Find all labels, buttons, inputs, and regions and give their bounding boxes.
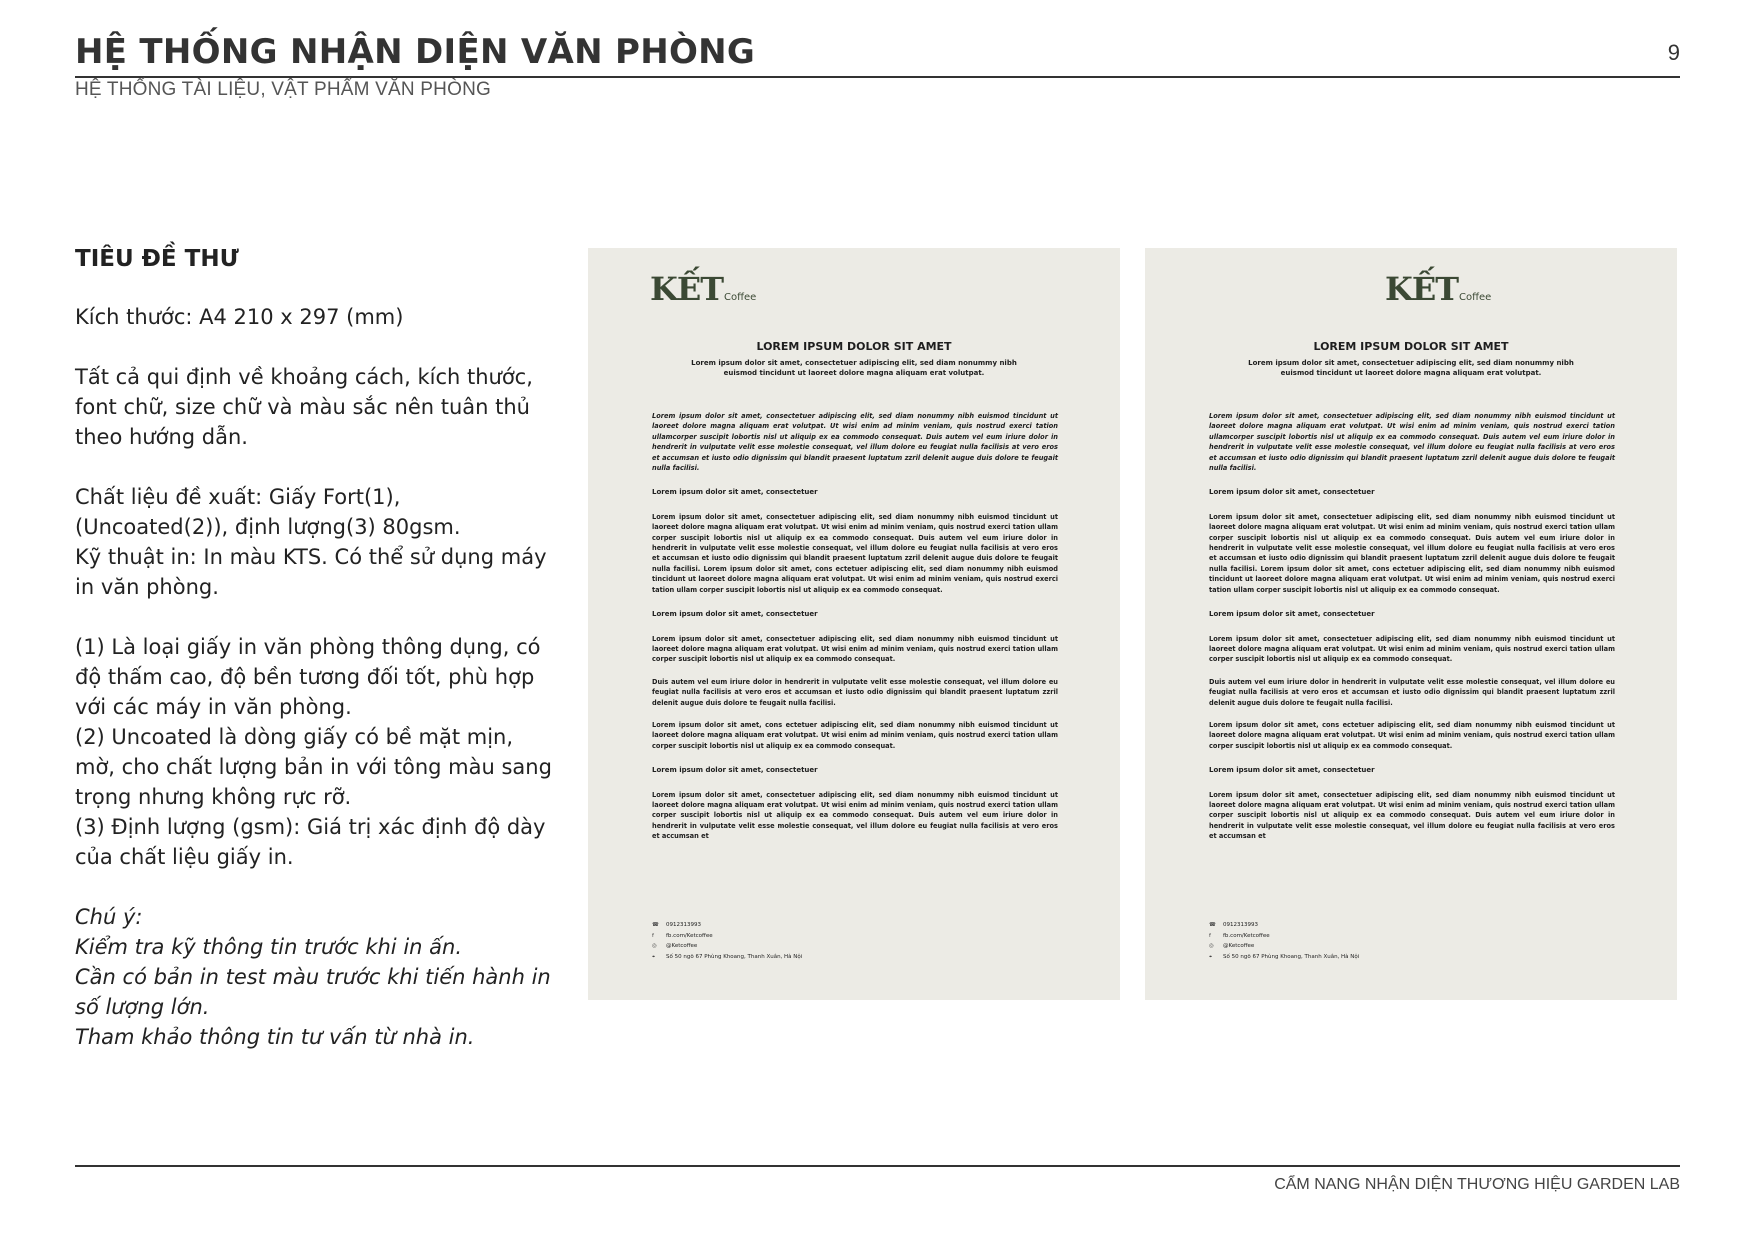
contact-instagram: @Ketcoffee <box>666 943 698 949</box>
facebook-icon: f <box>652 932 654 939</box>
contact-block <box>652 920 802 962</box>
page-number: 9 <box>1667 40 1680 65</box>
letter-section-heading: Lorem ipsum dolor sit amet, consectetuer <box>1209 488 1375 497</box>
footnote-3: (3) Định lượng (gsm): Giá trị xác định độ dày của chất liệu giấy in. <box>75 815 546 869</box>
page-header <box>75 30 1680 74</box>
material-text: Chất liệu đề xuất: Giấy Fort(1), (Uncoated(2)), định lượng(3) 80gsm. <box>75 485 461 539</box>
logo-subtext: Coffee <box>1459 292 1492 303</box>
facebook-icon: f <box>1209 932 1211 939</box>
footnotes <box>75 632 555 872</box>
phone-icon: ☎ <box>1209 922 1216 928</box>
letter-paragraph: Lorem ipsum dolor sit amet, consectetuer adipiscing elit, sed diam nonummy nibh euismod tincidunt ut laoreet dolore magna aliquam erat volutpat. Ut wisi enim ad minim veniam, quis nostrud exerci tation ullam corper suscipit lobortis nisl ut aliquip ex ea commodo consequat. Duis autem vel eum iriure dolor in hendrerit in vulputate velit esse molestie consequat, vel illum dolore eu feugiat nulla facilisis at vero eros et accumsan et iusto odio dignissim qui blandit praesent luptatum zzril delenit augue duis dolore te feugait nulla facilisi. Lorem ipsum dolor sit amet, cons ectetuer adipiscing elit, sed diam nonummy nibh euismod tincidunt ut laoreet dolore magna aliquam erat volutpat. Ut wisi enim ad minim veniam, quis nostrud exerci tation ullam corper suscipit lobortis nisl ut aliquip ex ea commodo consequat. <box>652 512 1058 594</box>
letter-body <box>1209 411 1615 842</box>
letter-paragraph: Lorem ipsum dolor sit amet, consectetuer adipiscing elit, sed diam nonummy nibh euismod tincidunt ut laoreet dolore magna aliquam erat volutpat. Ut wisi enim ad minim veniam, quis nostrud exerci tation ullam corper suscipit lobortis nisl ut aliquip ex ea commodo consequat. <box>1209 634 1615 664</box>
letter-paragraph: Lorem ipsum dolor sit amet, cons ectetuer adipiscing elit, sed diam nonummy nibh euismod tincidunt ut laoreet dolore magna aliquam erat volutpat. Ut wisi enim ad minim veniam, quis nostrud exerci tation ullam corper suscipit lobortis nisl ut aliquip ex ea commodo consequat. <box>1209 720 1615 750</box>
page-subtitle: HỆ THỐNG TÀI LIỆU, VẬT PHẨM VĂN PHÒNG <box>75 79 491 100</box>
caution-item: Tham khảo thông tin tư vấn từ nhà in. <box>75 1025 475 1049</box>
material-spec <box>75 482 555 602</box>
letter-paragraph: Duis autem vel eum iriure dolor in hendrerit in vulputate velit esse molestie consequat, vel illum dolore eu feugiat nulla facilisis at vero eros et accumsan et iusto odio dignissim qui blandit praesent luptatum zzril delenit augue duis dolore te feugait nulla facilisi. <box>652 677 1058 707</box>
brand-logo <box>1385 270 1491 308</box>
size-spec: Kích thước: A4 210 x 297 (mm) <box>75 305 404 329</box>
caution-title: Chú ý: <box>75 905 143 929</box>
print-technique-text: Kỹ thuật in: In màu KTS. Có thể sử dụng máy in văn phòng. <box>75 545 547 599</box>
contact-block <box>1209 920 1359 962</box>
caution-item: Cần có bản in test màu trước khi tiến hành in số lượng lớn. <box>75 965 551 1019</box>
letter-subtitle: Lorem ipsum dolor sit amet, consectetuer adipiscing elit, sed diam nonummy nibh euismod tincidunt ut laoreet dolore magna aliquam erat volutpat. <box>691 359 1017 377</box>
section-heading: TIÊU ĐỀ THƯ <box>75 246 239 272</box>
letter-paragraph: Lorem ipsum dolor sit amet, consectetuer adipiscing elit, sed diam nonummy nibh euismod tincidunt ut laoreet dolore magna aliquam erat volutpat. Ut wisi enim ad minim veniam, quis nostrud exerci tation ullam corper suscipit lobortis nisl ut aliquip ex ea commodo consequat. Duis autem vel eum iriure dolor in hendrerit in vulputate velit esse molestie consequat, vel illum dolore eu feugiat nulla facilisis at vero eros et accumsan et <box>652 790 1058 841</box>
caution-item: Kiểm tra kỹ thông tin trước khi in ấn. <box>75 935 462 959</box>
caution-block <box>75 902 555 1052</box>
logo-text: KẾT <box>650 270 724 308</box>
footnote-1: (1) Là loại giấy in văn phòng thông dụng, có độ thấm cao, độ bền tương đối tốt, phù hợp với các máy in văn phòng. <box>75 635 541 719</box>
contact-address: Số 50 ngõ 67 Phùng Khoang, Thanh Xuân, Hà Nội <box>666 953 803 960</box>
logo-subtext: Coffee <box>724 292 757 303</box>
letter-paragraph: Lorem ipsum dolor sit amet, consectetuer adipiscing elit, sed diam nonummy nibh euismod tincidunt ut laoreet dolore magna aliquam erat volutpat. Ut wisi enim ad minim veniam, quis nostrud exerci tation ullam corper suscipit lobortis nisl ut aliquip ex ea commodo consequat. <box>652 634 1058 664</box>
header-divider <box>75 76 1680 78</box>
letter-paragraph: Lorem ipsum dolor sit amet, cons ectetuer adipiscing elit, sed diam nonummy nibh euismod tincidunt ut laoreet dolore magna aliquam erat volutpat. Ut wisi enim ad minim veniam, quis nostrud exerci tation ullam corper suscipit lobortis nisl ut aliquip ex ea commodo consequat. <box>652 720 1058 750</box>
letter-title: LOREM IPSUM DOLOR SIT AMET <box>1313 340 1509 353</box>
letter-paragraph: Lorem ipsum dolor sit amet, consectetuer adipiscing elit, sed diam nonummy nibh euismod tincidunt ut laoreet dolore magna aliquam erat volutpat. Ut wisi enim ad minim veniam, quis nostrud exerci tation ullam corper suscipit lobortis nisl ut aliquip ex ea commodo consequat. Duis autem vel eum iriure dolor in hendrerit in vulputate velit esse molestie consequat, vel illum dolore eu feugiat nulla facilisis at vero eros et accumsan et iusto odio dignissim qui blandit praesent luptatum zzril delenit augue duis dolore te feugait nulla facilisi. Lorem ipsum dolor sit amet, cons ectetuer adipiscing elit, sed diam nonummy nibh euismod tincidunt ut laoreet dolore magna aliquam erat volutpat. Ut wisi enim ad minim veniam, quis nostrud exerci tation ullam corper suscipit lobortis nisl ut aliquip ex ea commodo consequat. <box>1209 512 1615 594</box>
spec-panel <box>75 244 555 1052</box>
brand-logo <box>650 270 756 308</box>
instagram-icon: ◎ <box>1209 943 1214 949</box>
contact-phone: 0912313993 <box>666 922 701 928</box>
location-pin-icon: ⌖ <box>652 953 656 960</box>
footer-divider <box>75 1165 1680 1167</box>
letter-paragraph: Lorem ipsum dolor sit amet, consectetuer adipiscing elit, sed diam nonummy nibh euismod tincidunt ut laoreet dolore magna aliquam erat volutpat. Ut wisi enim ad minim veniam, quis nostrud exerci tation ullam corper suscipit lobortis nisl ut aliquip ex ea commodo consequat. Duis autem vel eum iriure dolor in hendrerit in vulputate velit esse molestie consequat, vel illum dolore eu feugiat nulla facilisis at vero eros et accumsan et <box>1209 790 1615 841</box>
letter-section-heading: Lorem ipsum dolor sit amet, consectetuer <box>652 766 818 775</box>
letter-body <box>652 411 1058 842</box>
rules-text: Tất cả qui định về khoảng cách, kích thước, font chữ, size chữ và màu sắc nên tuân thủ theo hướng dẫn. <box>75 365 533 449</box>
letter-subtitle: Lorem ipsum dolor sit amet, consectetuer adipiscing elit, sed diam nonummy nibh euismod tincidunt ut laoreet dolore magna aliquam erat volutpat. <box>1248 359 1574 377</box>
contact-phone: 0912313993 <box>1223 922 1258 928</box>
letter-title: LOREM IPSUM DOLOR SIT AMET <box>756 340 952 353</box>
letterhead-preview-left <box>588 248 1120 1000</box>
location-pin-icon: ⌖ <box>1209 953 1213 960</box>
letter-intro: Lorem ipsum dolor sit amet, consectetuer adipiscing elit, sed diam nonummy nibh euismod tincidunt ut laoreet dolore magna aliquam erat volutpat. Ut wisi enim ad minim veniam, quis nostrud exerci tation ullamcorper suscipit lobortis nisl ut aliquip ex ea commodo consequat. Duis autem vel eum iriure dolor in hendrerit in vulputate velit esse molestie consequat, vel illum dolore eu feugiat nulla facilisis at vero eros et accumsan et iusto odio dignissim qui blandit praesent luptatum zzril delenit augue duis dolore te feugait nulla facilisi. <box>1209 412 1615 473</box>
letter-section-heading: Lorem ipsum dolor sit amet, consectetuer <box>652 488 818 497</box>
letter-section-heading: Lorem ipsum dolor sit amet, consectetuer <box>652 610 818 619</box>
letter-paragraph: Duis autem vel eum iriure dolor in hendrerit in vulputate velit esse molestie consequat, vel illum dolore eu feugiat nulla facilisis at vero eros et accumsan et iusto odio dignissim qui blandit praesent luptatum zzril delenit augue duis dolore te feugait nulla facilisi. <box>1209 677 1615 707</box>
footnote-2: (2) Uncoated là dòng giấy có bề mặt mịn, mờ, cho chất lượng bản in với tông màu sang trọng nhưng không rực rỡ. <box>75 725 552 809</box>
instagram-icon: ◎ <box>652 943 657 949</box>
contact-address: Số 50 ngõ 67 Phùng Khoang, Thanh Xuân, Hà Nội <box>1223 953 1360 960</box>
contact-facebook: fb.com/Ketcoffee <box>1223 932 1270 939</box>
letterhead-preview-right <box>1145 248 1677 1000</box>
footer-text: CẨM NANG NHẬN DIỆN THƯƠNG HIỆU GARDEN LAB <box>1274 1176 1680 1193</box>
letter-section-heading: Lorem ipsum dolor sit amet, consectetuer <box>1209 766 1375 775</box>
phone-icon: ☎ <box>652 922 659 928</box>
contact-instagram: @Ketcoffee <box>1223 943 1255 949</box>
letter-intro: Lorem ipsum dolor sit amet, consectetuer adipiscing elit, sed diam nonummy nibh euismod tincidunt ut laoreet dolore magna aliquam erat volutpat. Ut wisi enim ad minim veniam, quis nostrud exerci tation ullamcorper suscipit lobortis nisl ut aliquip ex ea commodo consequat. Duis autem vel eum iriure dolor in hendrerit in vulputate velit esse molestie consequat, vel illum dolore eu feugiat nulla facilisis at vero eros et accumsan et iusto odio dignissim qui blandit praesent luptatum zzril delenit augue duis dolore te feugait nulla facilisi. <box>652 412 1058 473</box>
page-title: HỆ THỐNG NHẬN DIỆN VĂN PHÒNG <box>75 32 756 72</box>
contact-facebook: fb.com/Ketcoffee <box>666 932 713 939</box>
letter-section-heading: Lorem ipsum dolor sit amet, consectetuer <box>1209 610 1375 619</box>
logo-text: KẾT <box>1385 270 1459 308</box>
